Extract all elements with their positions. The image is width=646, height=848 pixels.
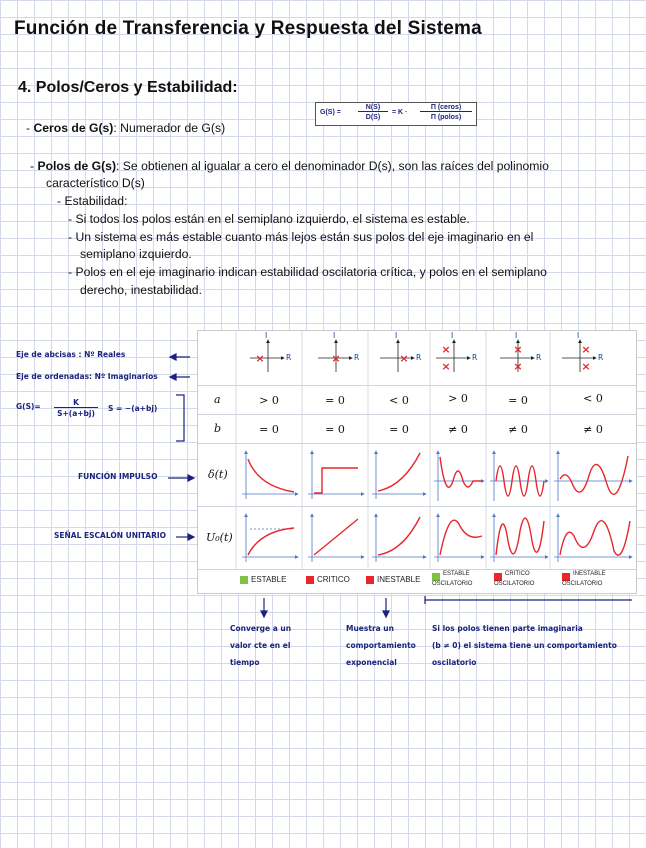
polos-label: Polos de G(s) <box>37 159 117 173</box>
axis-re-3: R <box>416 353 422 362</box>
note-oscilatorio-1: Si los polos tienen parte imaginaria <box>432 624 583 633</box>
legend-inestable <box>366 575 420 584</box>
note-gs-den: S+(a+bj) <box>57 409 95 418</box>
estabilidad-item-2b: semiplano izquierdo. <box>80 247 192 261</box>
note-oscilatorio <box>432 620 617 671</box>
legend-estable-osc-2: OSCILATORIO <box>432 581 473 587</box>
note-converge <box>230 620 291 671</box>
legend-inestable-osc-1: INESTABLE <box>573 571 606 577</box>
legend-inestable-osc <box>562 571 606 588</box>
formula-denominator: D(S) <box>365 114 381 121</box>
svg-text:×: × <box>441 343 451 356</box>
legend-inestable-label: INESTABLE <box>377 575 421 584</box>
legend-inestable-osc-2: OSCILATORIO <box>562 581 603 587</box>
svg-text:×: × <box>513 343 523 356</box>
legend-estable-label: ESTABLE <box>251 575 287 584</box>
legend-swatch-red-4 <box>562 573 570 581</box>
note-impulso: FUNCIÓN IMPULSO <box>78 472 158 481</box>
estabilidad-title: - Estabilidad: <box>57 194 128 208</box>
svg-text:×: × <box>581 343 591 356</box>
formula-lhs: G(S) = <box>320 109 341 116</box>
a-val-5: = 0 <box>508 394 528 407</box>
b-val-1: = 0 <box>259 423 279 436</box>
note-ordenadas: Eje de ordenadas: Nº Imaginarios <box>16 372 158 381</box>
axis-im-6: I <box>577 331 580 340</box>
note-exponencial-1: Muestra un <box>346 624 394 633</box>
legend-estable-osc <box>432 571 472 588</box>
axis-im-4: I <box>451 331 454 340</box>
note-oscilatorio-2: (b ≠ 0) el sistema tiene un comportamiento <box>432 641 617 650</box>
row-u-label: U₀(t) <box>206 531 233 544</box>
note-exponencial-2: comportamiento <box>346 641 416 650</box>
response-curves <box>198 331 636 593</box>
svg-text:×: × <box>581 360 591 373</box>
b-val-2: = 0 <box>325 423 345 436</box>
note-oscilatorio-3: oscilatorio <box>432 658 477 667</box>
legend-critico-osc <box>494 571 534 588</box>
axis-im-5: I <box>515 331 518 340</box>
legend-estable-osc-1: ESTABLE <box>443 571 470 577</box>
legend-swatch-red-2 <box>366 576 374 584</box>
b-val-5: ≠ 0 <box>508 423 528 436</box>
note-exponencial-3: exponencial <box>346 658 397 667</box>
ceros-text: : Numerador de G(s) <box>113 121 226 135</box>
polos-bullet: - <box>30 159 38 173</box>
legend-swatch-red <box>306 576 314 584</box>
axis-re-6: R <box>598 353 604 362</box>
a-val-2: = 0 <box>325 394 345 407</box>
note-gs: G(S)= <box>16 402 41 411</box>
svg-text:×: × <box>399 352 409 365</box>
legend-critico-label: CRITICO <box>317 575 350 584</box>
stability-table <box>197 330 637 594</box>
row-delta-label: δ(t) <box>208 468 228 481</box>
note-escalon: SEÑAL ESCALÓN UNITARIO <box>54 531 167 540</box>
legend-swatch-green-2 <box>432 573 440 581</box>
axis-im-2: I <box>333 331 336 340</box>
note-abscisas: Eje de abcisas : Nº Reales <box>16 350 126 359</box>
polos-line-2: característico D(s) <box>46 176 145 190</box>
legend-critico-osc-1: CRITICO <box>505 571 530 577</box>
formula-denominator-2: Π (polos) <box>430 114 462 121</box>
page-title: Función de Transferencia y Respuesta del Sistema <box>14 18 482 39</box>
formula-eq: = K · <box>392 109 408 116</box>
svg-text:×: × <box>513 360 523 373</box>
a-val-4: > 0 <box>448 392 468 405</box>
section-heading: 4. Polos/Ceros y Estabilidad: <box>18 79 238 96</box>
note-s-eq: S = −(a+bj) <box>108 404 158 413</box>
svg-text:×: × <box>255 352 265 365</box>
a-val-3: < 0 <box>389 394 409 407</box>
b-val-3: = 0 <box>389 423 409 436</box>
row-b-label: b <box>214 422 222 435</box>
svg-text:×: × <box>331 352 341 365</box>
estabilidad-item-3: - Polos en el eje imaginario indican estabilidad oscilatoria crítica, y polos en el semiplano <box>68 265 547 279</box>
polos-text: : Se obtienen al igualar a cero el denominador D(s), son las raíces del polinomio <box>116 159 549 173</box>
formula-numerator: N(S) <box>358 104 388 112</box>
legend-swatch-green <box>240 576 248 584</box>
note-converge-1: Converge a un <box>230 624 292 633</box>
legend-swatch-red-3 <box>494 573 502 581</box>
a-val-6: < 0 <box>583 392 603 405</box>
legend-critico-osc-2: OSCILATORIO <box>494 581 535 587</box>
estabilidad-item-2: - Un sistema es más estable cuanto más lejos están sus polos del eje imaginario en el <box>68 230 534 244</box>
axis-re-4: R <box>472 353 478 362</box>
a-val-1: > 0 <box>259 394 279 407</box>
axis-re-2: R <box>354 353 360 362</box>
note-exponencial <box>346 620 416 671</box>
axis-im-3: I <box>395 331 398 340</box>
axis-re-1: R <box>286 353 292 362</box>
row-a-label: a <box>214 393 221 406</box>
note-gs-num: K <box>54 398 98 408</box>
axis-im-1: I <box>265 331 268 340</box>
b-val-4: ≠ 0 <box>448 423 468 436</box>
ceros-label: Ceros de G(s) <box>33 121 114 135</box>
ceros-bullet: - <box>26 121 34 135</box>
axis-re-5: R <box>536 353 542 362</box>
legend-critico <box>306 575 350 584</box>
note-converge-2: valor cte en el <box>230 641 291 650</box>
note-converge-3: tiempo <box>230 658 260 667</box>
estabilidad-item-1: - Si todos los polos están en el semiplano izquierdo, el sistema es estable. <box>68 212 470 226</box>
estabilidad-item-3b: derecho, inestabilidad. <box>80 283 202 297</box>
svg-text:×: × <box>441 360 451 373</box>
formula-numerator-2: Π (ceros) <box>420 104 472 112</box>
legend-estable <box>240 575 286 584</box>
b-val-6: ≠ 0 <box>583 423 603 436</box>
